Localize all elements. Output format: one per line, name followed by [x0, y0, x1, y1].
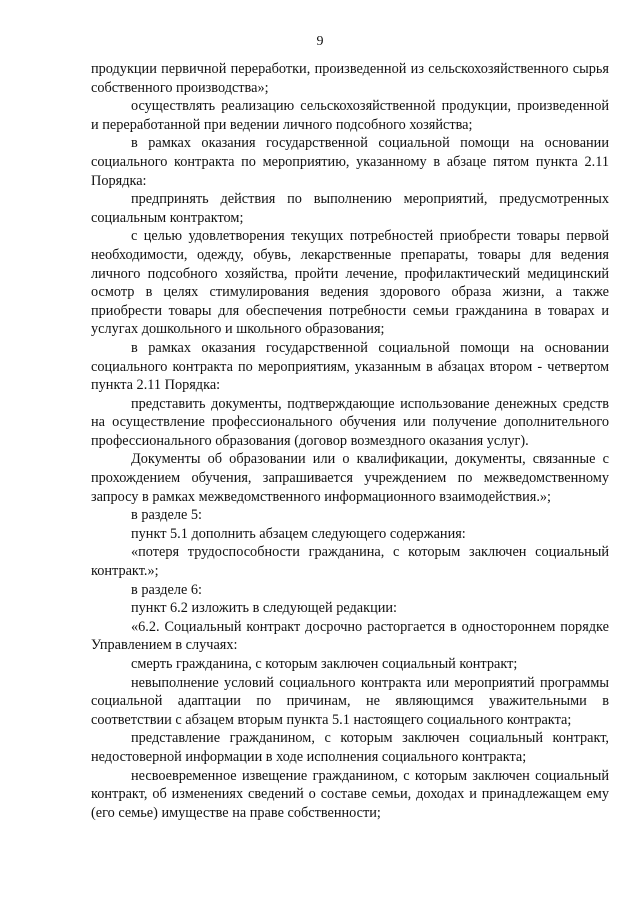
paragraph: предпринять действия по выполнению мероприятий, предусмотренных социальным контрактом; [91, 191, 609, 226]
page-number: 9 [316, 34, 324, 49]
paragraph: с целью удовлетворения текущих потребностей приобрести товары первой необходимости, одежду, обувь, лекарственные препараты, товары для ведения личного подсобного хозяйства, пройти лечение, профилактический медицинский осмотр в целях стимулирования ведения здорового образа жизни, а также приобрести товары для обеспечения потребности семьи гражданина в товарах и услугах дошкольного и школьного образования; [91, 228, 609, 338]
paragraph: в рамках оказания государственной социальной помощи на основании социального контракта по мероприятию, указанному в абзаце пятом пункта 2.11 Порядка: [91, 135, 609, 189]
paragraph: Документы об образовании или о квалификации, документы, связанные с прохождением обучения, запрашивается учреждением по межведомственному запросу в рамках межведомственного информационного взаимодействия.»; [91, 451, 609, 505]
paragraph: представить документы, подтверждающие использование денежных средств на осуществление профессионального обучения или получение дополнительного профессионального образования (договор возмездного оказания услуг). [91, 395, 609, 449]
paragraph: «6.2. Социальный контракт досрочно расторгается в одностороннем порядке Управлением в случаях: [91, 618, 609, 654]
paragraph: «потеря трудоспособности гражданина, с которым заключен социальный контракт.»; [91, 544, 609, 580]
paragraph: в рамках оказания государственной социальной помощи на основании социального контракта по мероприятиям, указанным в абзацах втором - четвертом пункта 2.11 Порядка: [91, 339, 609, 394]
paragraph: пункт 5.1 дополнить абзацем следующего содержания: [131, 525, 466, 542]
paragraph: невыполнение условий социального контракта или мероприятий программы социальной адаптации по причинам, не являющимся уважительными в соответствии с абзацем вторым пункта 5.1 настоящего социального контракта; [91, 674, 609, 728]
paragraph: смерть гражданина, с которым заключен социальный контракт; [131, 656, 518, 672]
paragraph: несвоевременное извещение гражданином, с которым заключен социальный контракт, об изменениях сведений о составе семьи, доходах и принадлежащем ему (его семье) имуществе на праве собственности; [91, 767, 609, 821]
paragraph: продукции первичной переработки, произведенной из сельскохозяйственного сырья собственного производства»; [91, 61, 609, 96]
paragraph: осуществлять реализацию сельскохозяйственной продукции, произведенной и переработанной при ведении личного подсобного хозяйства; [91, 98, 609, 133]
document-body [91, 60, 609, 822]
paragraph: в разделе 6: [131, 581, 203, 598]
paragraph: представление гражданином, с которым заключен социальный контракт, недостоверной информации в ходе исполнения социального контракта; [91, 730, 609, 765]
paragraph: пункт 6.2 изложить в следующей редакции: [131, 600, 398, 617]
paragraph: в разделе 5: [131, 507, 203, 524]
